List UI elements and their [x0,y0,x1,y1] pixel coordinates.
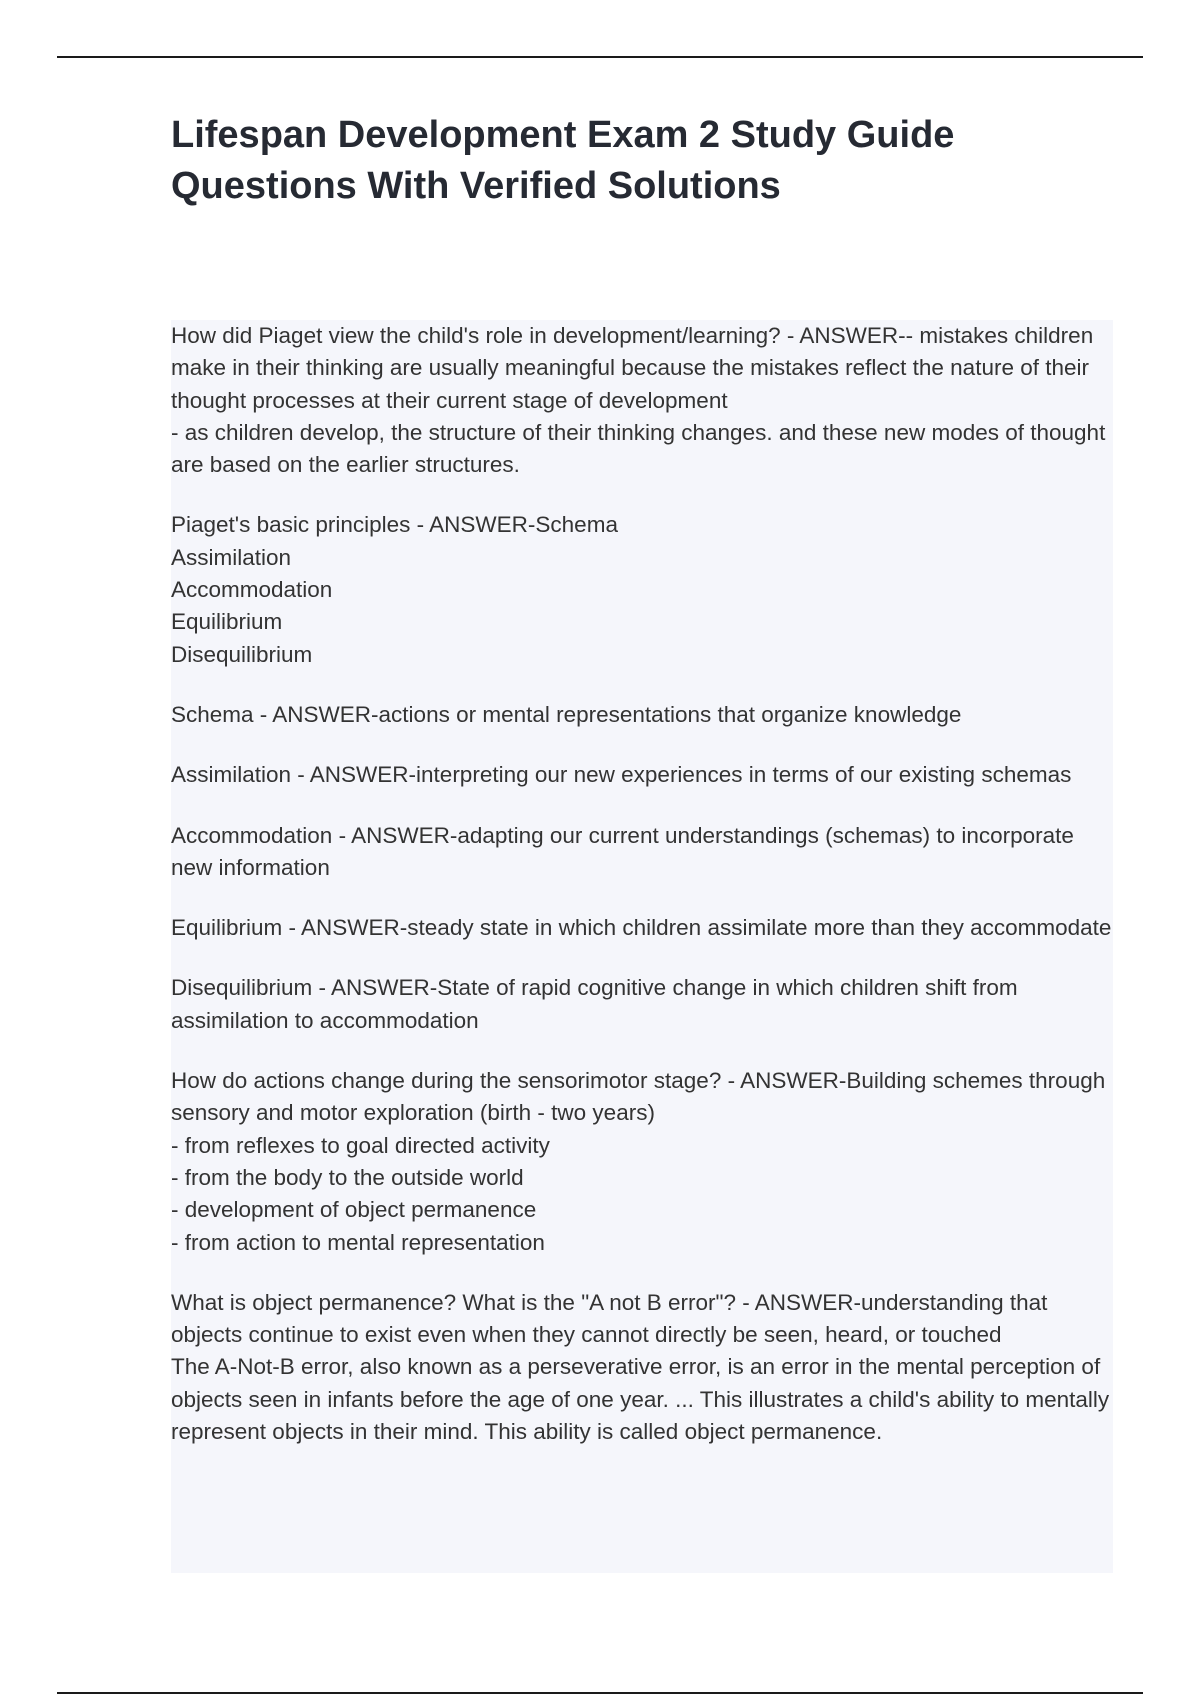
document-title [171,110,1131,212]
qa-item-piaget-principles: Piaget's basic principles - ANSWER-Schema Assimilation Accommodation Equilibrium Disequilibrium [171,512,618,667]
title-line-1: Lifespan Development Exam 2 Study Guide [171,114,955,156]
bottom-rule [57,1692,1143,1694]
title-line-2: Questions With Verified Solutions [171,165,781,207]
qa-item-equilibrium: Equilibrium - ANSWER-steady state in which children assimilate more than they accommodate [171,915,1112,941]
top-rule [57,56,1143,58]
qa-item-accommodation: Accommodation - ANSWER-adapting our current understandings (schemas) to incorporate new information [171,822,1074,880]
qa-item-object-permanence: What is object permanence? What is the "A not B error"? - ANSWER-understanding that objects continue to exist even when they cannot directly be seen, heard, or touched The A-Not-B error, also known as a perseverative error, is an error in the mental perception of objects seen in infants before the age of one year. ... This illustrates a child's ability to mentally represent objects in their mind. This ability is called object permanence. [171,1289,1110,1445]
qa-item-schema: Schema - ANSWER-actions or mental representations that organize knowledge [171,701,962,727]
qa-item-piaget-child-role: How did Piaget view the child's role in development/learning? - ANSWER-- mistakes children make in their thinking are usually meaningful because the mistakes reflect the nature of their thought processes at their current stage of development - as children develop, the structure of their thinking changes. and these new modes of thought are based on the earlier structures. [171,323,1106,478]
qa-item-sensorimotor: How do actions change during the sensorimotor stage? - ANSWER-Building schemes through sensory and motor exploration (birth - two years) - from reflexes to goal directed activity - from the body to the outside world - development of object permanence - from action to mental representation [171,1068,1106,1255]
qa-content-block [171,320,1113,1573]
qa-item-assimilation: Assimilation - ANSWER-interpreting our new experiences in terms of our existing schemas [171,762,1072,788]
qa-item-disequilibrium: Disequilibrium - ANSWER-State of rapid cognitive change in which children shift from assimilation to accommodation [171,975,1018,1033]
